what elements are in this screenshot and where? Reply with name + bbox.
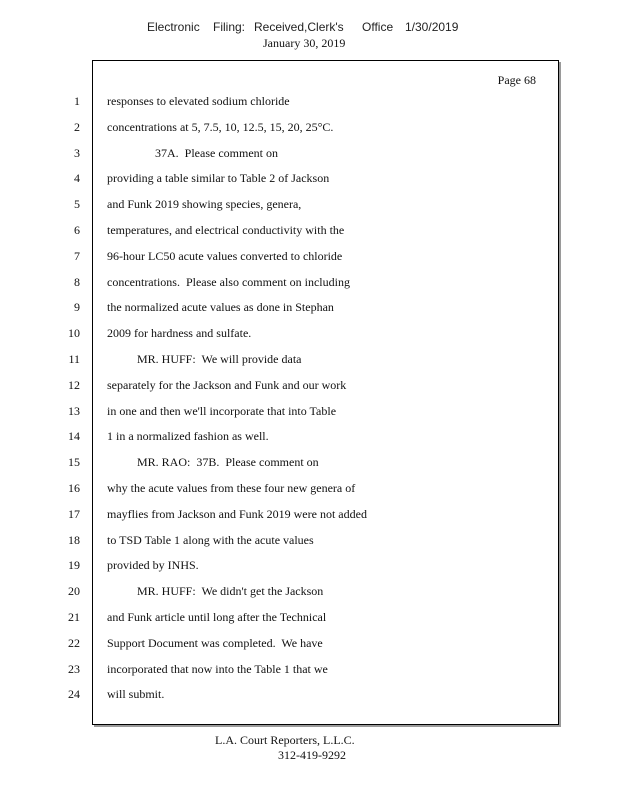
line-number: 19: [68, 558, 80, 572]
transcript-line: responses to elevated sodium chloride: [107, 94, 290, 108]
transcript-line: separately for the Jackson and Funk and our work: [107, 378, 347, 392]
stamp-date: 1/30/2019: [405, 20, 459, 34]
transcript-line: 2009 for hardness and sulfate.: [107, 326, 252, 340]
transcript-line: 1 in a normalized fashion as well.: [107, 429, 269, 443]
line-number: 15: [68, 455, 80, 469]
line-number: 7: [74, 249, 80, 263]
transcript-line: will submit.: [107, 687, 165, 701]
stamp-electronic: Electronic: [147, 20, 200, 34]
transcript-line: mayflies from Jackson and Funk 2019 were not added: [107, 507, 367, 521]
line-number: 23: [68, 662, 80, 676]
line-number: 12: [68, 378, 80, 392]
line-number: 6: [74, 223, 80, 237]
stamp-filing: Filing:: [213, 20, 246, 34]
transcript-line: the normalized acute values as done in Stephan: [107, 300, 334, 314]
line-number: 24: [68, 687, 80, 701]
transcript-line: MR. HUFF: We didn't get the Jackson: [107, 584, 324, 598]
line-number: 20: [68, 584, 80, 598]
line-number: 18: [68, 533, 80, 547]
line-number: 16: [68, 481, 80, 495]
stamp-received: Received,Clerk's: [254, 20, 344, 34]
line-number: 3: [74, 146, 80, 160]
transcript-line: concentrations at 5, 7.5, 10, 12.5, 15, 20, 25°C.: [107, 120, 334, 134]
line-number: 9: [74, 300, 80, 314]
transcript-line: and Funk article until long after the Technical: [107, 610, 327, 624]
line-number: 10: [68, 326, 80, 340]
line-number: 4: [74, 171, 80, 185]
transcript-line: in one and then we'll incorporate that into Table: [107, 404, 337, 418]
transcript-line: incorporated that now into the Table 1 that we: [107, 662, 328, 676]
hearing-date: January 30, 2019: [263, 36, 346, 50]
transcript-line: providing a table similar to Table 2 of Jackson: [107, 171, 330, 185]
stamp-office: Office: [362, 20, 394, 34]
line-number: 13: [68, 404, 80, 418]
line-number: 1: [74, 94, 80, 108]
line-number: 22: [68, 636, 80, 650]
line-number: 8: [74, 275, 80, 289]
transcript-line: Support Document was completed. We have: [107, 636, 323, 650]
transcript-line: why the acute values from these four new genera of: [107, 481, 356, 495]
transcript-line: concentrations. Please also comment on including: [107, 275, 350, 289]
court-reporter-phone: 312-419-9292: [278, 748, 346, 762]
line-number: 2: [74, 120, 80, 134]
transcript-line: temperatures, and electrical conductivity with the: [107, 223, 345, 237]
transcript-line: and Funk 2019 showing species, genera,: [107, 197, 302, 211]
line-number: 11: [68, 352, 80, 366]
transcript-line: MR. HUFF: We will provide data: [107, 352, 302, 366]
court-reporter-name: L.A. Court Reporters, L.L.C.: [215, 733, 355, 747]
line-number: 14: [68, 429, 80, 443]
line-number: 21: [68, 610, 80, 624]
transcript-line: provided by INHS.: [107, 558, 199, 572]
transcript-line: 96-hour LC50 acute values converted to chloride: [107, 249, 343, 263]
transcript-line: MR. RAO: 37B. Please comment on: [107, 455, 319, 469]
line-number: 5: [74, 197, 80, 211]
transcript-line: to TSD Table 1 along with the acute values: [107, 533, 314, 547]
page-number: Page 68: [497, 73, 536, 87]
transcript-line: 37A. Please comment on: [107, 146, 278, 160]
line-number: 17: [68, 507, 80, 521]
